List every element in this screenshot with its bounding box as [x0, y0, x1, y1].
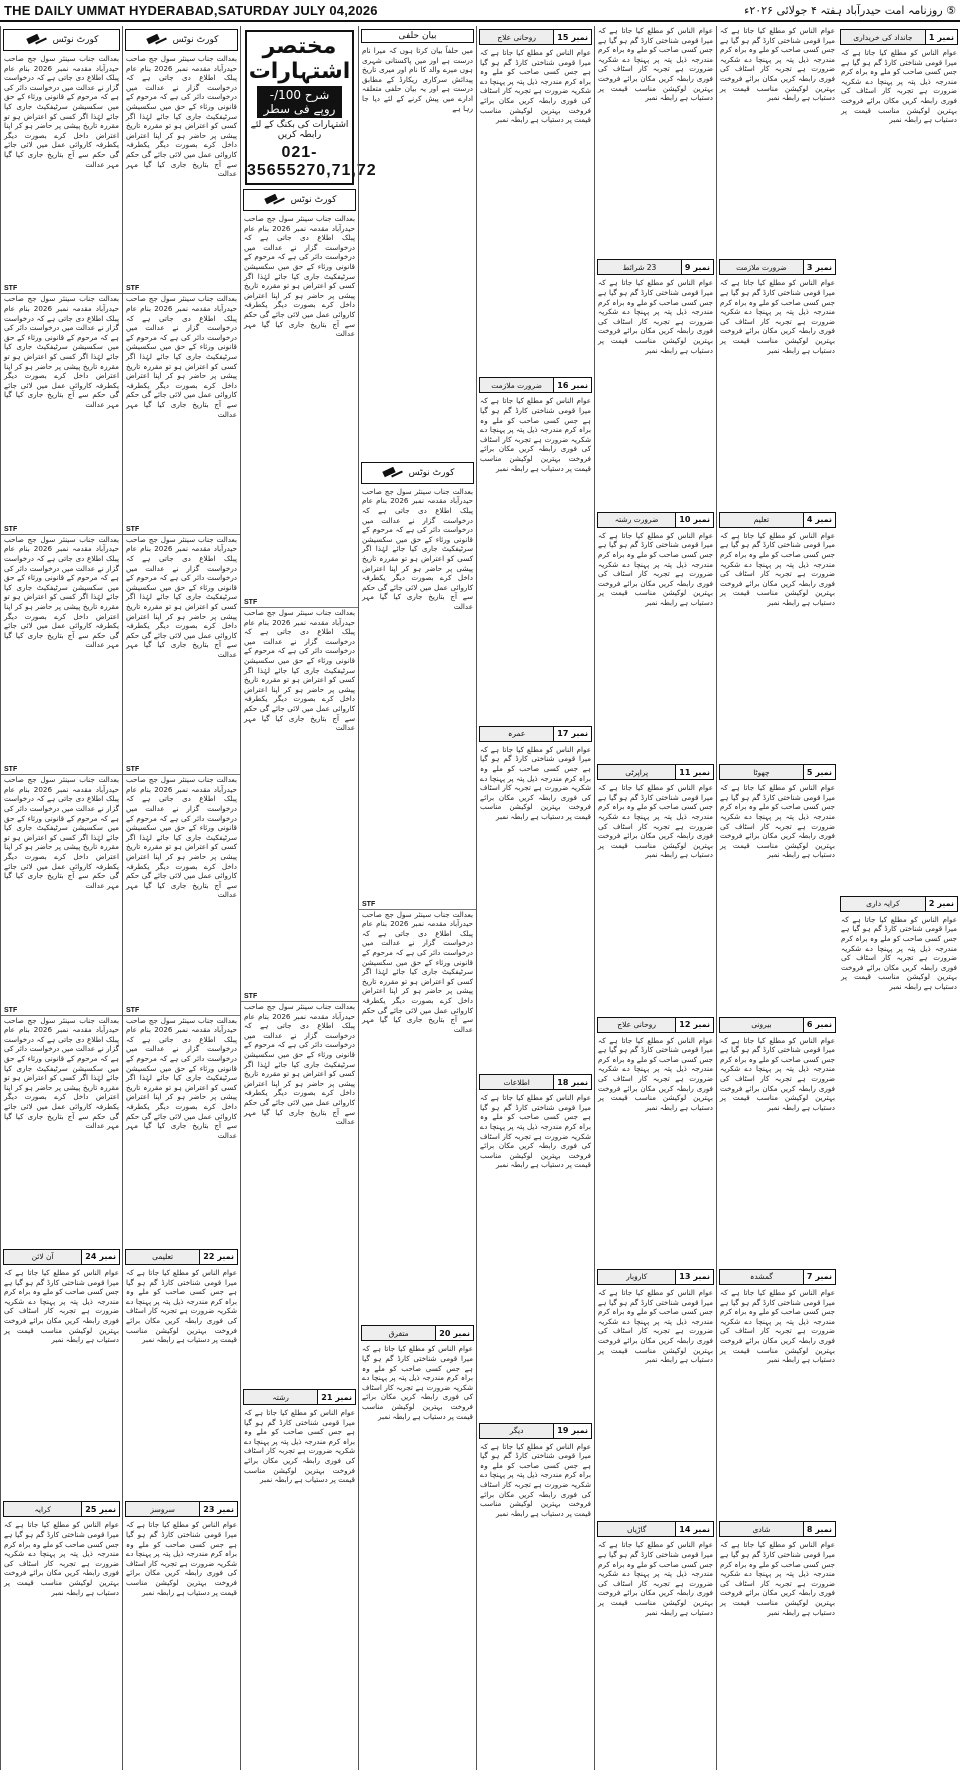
classified-ad-text: عوام الناس کو مطلع کیا جاتا ہے کہ میرا قومی شناختی کارڈ گم ہو گیا ہے جس کسی صاحب کو ملے وہ براہ کرم مندرجہ ذیل پتہ پر پہنچا دے شکریہ ضرورت ہے تجربہ کار اسٹاف کی فوری رابطہ کریں مکان برائے فروخت بہترین لوکیشن مناسب قیمت پر دستیاب ہے رابطہ نمبر	[720, 783, 835, 860]
category-number-value: 5	[806, 767, 813, 777]
classified-ad-text: عوام الناس کو مطلع کیا جاتا ہے کہ میرا قومی شناختی کارڈ گم ہو گیا ہے جس کسی صاحب کو ملے وہ براہ کرم مندرجہ ذیل پتہ پر پہنچا دے شکریہ ضرورت ہے تجربہ کار اسٹاف کی فوری رابطہ کریں مکان برائے فروخت بہترین لوکیشن مناسب قیمت پر دستیاب ہے رابطہ نمبر	[4, 1520, 119, 1597]
category-header-12	[597, 1017, 714, 1033]
category-number-value: 1	[928, 32, 935, 42]
category-number	[925, 897, 957, 911]
classified-ad-text: عوام الناس کو مطلع کیا جاتا ہے کہ میرا قومی شناختی کارڈ گم ہو گیا ہے جس کسی صاحب کو ملے وہ براہ کرم مندرجہ ذیل پتہ پر پہنچا دے شکریہ ضرورت ہے تجربہ کار اسٹاف کی فوری رابطہ کریں مکان برائے فروخت بہترین لوکیشن مناسب قیمت پر دستیاب ہے رابطہ نمبر	[4, 1267, 119, 1345]
category-header-14	[597, 1521, 714, 1537]
category-number-value: 24	[85, 1252, 97, 1262]
category-number-value: 4	[806, 515, 813, 525]
classified-ad-text: عوام الناس کو مطلع کیا جاتا ہے کہ میرا قومی شناختی کارڈ گم ہو گیا ہے جس کسی صاحب کو ملے وہ براہ کرم مندرجہ ذیل پتہ پر پہنچا دے شکریہ ضرورت ہے تجربہ کار اسٹاف کی فوری رابطہ کریں مکان برائے فروخت بہترین لوکیشن مناسب قیمت پر دستیاب ہے رابطہ نمبر	[480, 744, 591, 821]
category-number	[553, 30, 591, 44]
classified-ad-text: عوام الناس کو مطلع کیا جاتا ہے کہ میرا قومی شناختی کارڈ گم ہو گیا ہے جس کسی صاحب کو ملے وہ براہ کرم مندرجہ ذیل پتہ پر پہنچا دے شکریہ ضرورت ہے تجربہ کار اسٹاف کی فوری رابطہ کریں مکان برائے فروخت بہترین لوکیشن مناسب قیمت پر دستیاب ہے رابطہ نمبر	[480, 1093, 591, 1170]
classified-ad-text: عوام الناس کو مطلع کیا جاتا ہے کہ میرا قومی شناختی کارڈ گم ہو گیا ہے جس کسی صاحب کو ملے وہ براہ کرم مندرجہ ذیل پتہ پر پہنچا دے شکریہ ضرورت ہے تجربہ کار اسٹاف کی فوری رابطہ کریں مکان برائے فروخت بہترین لوکیشن مناسب قیمت پر دستیاب ہے رابطہ نمبر	[841, 48, 957, 125]
category-number-word: نمبر	[99, 1252, 116, 1262]
category-number	[553, 378, 591, 392]
court-notice-text: بعدالت جناب سینئر سول جج صاحب حیدرآباد مقدمہ نمبر 2026 بنام عام پبلک اطلاع دی جاتی ہے کہ درخواست گزار نے عدالت میں درخواست دائر کی ہے کہ مرحوم کے قانونی ورثاء کے حق میں سکسیشن سرٹیفکیٹ جاری کیا جائے لہٰذا اگر کسی کو اعتراض ہو تو مقررہ تاریخ پیشی پر حاضر ہو کر اپنا اعتراض داخل کرے بصورت دیگر یکطرفہ کاروائی عمل میں لائی جائے گی حکم سے آج بتاریخ جاری کیا گیا مہر عدالت	[4, 294, 119, 409]
category-header-7	[719, 1269, 836, 1285]
affidavit-heading: بیان حلفی	[361, 29, 474, 43]
classified-ad-text: عوام الناس کو مطلع کیا جاتا ہے کہ میرا قومی شناختی کارڈ گم ہو گیا ہے جس کسی صاحب کو ملے وہ براہ کرم مندرجہ ذیل پتہ پر پہنچا دے شکریہ ضرورت ہے تجربہ کار اسٹاف کی فوری رابطہ کریں مکان برائے فروخت بہترین لوکیشن مناسب قیمت پر دستیاب ہے رابطہ نمبر	[598, 278, 713, 355]
classified-ad-text: عوام الناس کو مطلع کیا جاتا ہے کہ میرا قومی شناختی کارڈ گم ہو گیا ہے جس کسی صاحب کو ملے وہ براہ کرم مندرجہ ذیل پتہ پر پہنچا دے شکریہ ضرورت ہے تجربہ کار اسٹاف کی فوری رابطہ کریں مکان برائے فروخت بہترین لوکیشن مناسب قیمت پر دستیاب ہے رابطہ نمبر	[720, 1287, 835, 1365]
category-name: گاڑیاں	[598, 1522, 675, 1536]
category-name: متفرق	[362, 1326, 435, 1340]
classified-ad-text: عوام الناس کو مطلع کیا جاتا ہے کہ میرا قومی شناختی کارڈ گم ہو گیا ہے جس کسی صاحب کو ملے وہ براہ کرم مندرجہ ذیل پتہ پر پہنچا دے شکریہ ضرورت ہے تجربہ کار اسٹاف کی فوری رابطہ کریں مکان برائے فروخت بہترین لوکیشن مناسب قیمت پر دستیاب ہے رابطہ نمبر	[598, 530, 713, 607]
court-notice-text: بعدالت جناب سینئر سول جج صاحب حیدرآباد مقدمہ نمبر 2026 بنام عام پبلک اطلاع دی جاتی ہے کہ درخواست گزار نے عدالت میں درخواست دائر کی ہے کہ مرحوم کے قانونی ورثاء کے حق میں سکسیشن سرٹیفکیٹ جاری کیا جائے لہٰذا اگر کسی کو اعتراض ہو تو مقررہ تاریخ پیشی پر حاضر ہو کر اپنا اعتراض داخل کرے بصورت دیگر یکطرفہ کاروائی عمل میں لائی جائے گی حکم سے آج بتاریخ جاری کیا گیا مہر عدالت	[4, 54, 119, 169]
category-number-value: 18	[557, 1077, 569, 1087]
category-number-word: نمبر	[571, 32, 588, 42]
category-number-word: نمبر	[217, 1504, 234, 1514]
affidavit-text: میں حلفاً بیان کرتا ہوں کہ میرا نام درست ہے اور میں پاکستانی شہری ہوں میرے والد کا نام اور میری تاریخ پیدائش سرکاری ریکارڈ کے مطابق درست ہے اور یہ بیان حلفی متعلقہ ادارے میں پیش کرنے کے لئے دیا جا رہا ہے	[362, 46, 473, 113]
category-number-value: 14	[679, 1524, 691, 1534]
category-name: اطلاعات	[480, 1075, 553, 1089]
category-number	[199, 1250, 237, 1264]
court-notice-label: کورٹ نوٹس	[290, 195, 337, 205]
category-number-value: 21	[321, 1392, 333, 1402]
category-header-13	[597, 1269, 714, 1285]
stf-marker: STF	[123, 525, 240, 535]
masthead	[0, 0, 960, 22]
category-number-value: 15	[557, 32, 569, 42]
category-number-value: 25	[85, 1504, 97, 1514]
category-header-3	[719, 259, 836, 275]
category-header-1	[840, 29, 958, 45]
category-name: بیرونی	[720, 1018, 803, 1032]
page-column-2	[122, 26, 240, 1770]
court-notice-heading	[243, 189, 356, 211]
stf-marker: STF	[123, 1006, 240, 1016]
banner-rate: شرح 100/- روپے فی سطر	[257, 86, 342, 118]
category-header-20	[361, 1325, 474, 1341]
category-number	[803, 513, 835, 527]
classified-ad-text: عوام الناس کو مطلع کیا جاتا ہے کہ میرا قومی شناختی کارڈ گم ہو گیا ہے جس کسی صاحب کو ملے وہ براہ کرم مندرجہ ذیل پتہ پر پہنچا دے شکریہ ضرورت ہے تجربہ کار اسٹاف کی فوری رابطہ کریں مکان برائے فروخت بہترین لوکیشن مناسب قیمت پر دستیاب ہے رابطہ نمبر	[720, 26, 835, 103]
court-notice-text: بعدالت جناب سینئر سول جج صاحب حیدرآباد مقدمہ نمبر 2026 بنام عام پبلک اطلاع دی جاتی ہے کہ درخواست گزار نے عدالت میں درخواست دائر کی ہے کہ مرحوم کے قانونی ورثاء کے حق میں سکسیشن سرٹیفکیٹ جاری کیا جائے لہٰذا اگر کسی کو اعتراض ہو تو مقررہ تاریخ پیشی پر حاضر ہو کر اپنا اعتراض داخل کرے بصورت دیگر یکطرفہ کاروائی عمل میں لائی جائے گی حکم سے آج بتاریخ جاری کیا گیا مہر عدالت	[244, 214, 355, 339]
classifieds-page	[0, 26, 960, 1770]
banner-booking-text: اشتہارات کی بکنگ کے لئے رابطہ کریں	[250, 120, 349, 140]
category-header-16	[479, 377, 592, 393]
category-number-value: 8	[806, 1524, 813, 1534]
category-number-value: 3	[806, 262, 813, 272]
category-number-value: 7	[806, 1272, 813, 1282]
category-number-value: 13	[679, 1272, 691, 1282]
court-notice-text: بعدالت جناب سینئر سول جج صاحب حیدرآباد مقدمہ نمبر 2026 بنام عام پبلک اطلاع دی جاتی ہے کہ درخواست گزار نے عدالت میں درخواست دائر کی ہے کہ مرحوم کے قانونی ورثاء کے حق میں سکسیشن سرٹیفکیٹ جاری کیا جائے لہٰذا اگر کسی کو اعتراض ہو تو مقررہ تاریخ پیشی پر حاضر ہو کر اپنا اعتراض داخل کرے بصورت دیگر یکطرفہ کاروائی عمل میں لائی جائے گی حکم سے آج بتاریخ جاری کیا گیا مہر عدالت	[244, 1002, 355, 1127]
stf-marker: STF	[1, 284, 122, 294]
page-column-8	[838, 26, 960, 1770]
court-notice-text: بعدالت جناب سینئر سول جج صاحب حیدرآباد مقدمہ نمبر 2026 بنام عام پبلک اطلاع دی جاتی ہے کہ درخواست گزار نے عدالت میں درخواست دائر کی ہے کہ مرحوم کے قانونی ورثاء کے حق میں سکسیشن سرٹیفکیٹ جاری کیا جائے لہٰذا اگر کسی کو اعتراض ہو تو مقررہ تاریخ پیشی پر حاضر ہو کر اپنا اعتراض داخل کرے بصورت دیگر یکطرفہ کاروائی عمل میں لائی جائے گی حکم سے آج بتاریخ جاری کیا گیا مہر عدالت	[126, 54, 237, 179]
category-header-25	[3, 1501, 120, 1517]
court-notice-text: بعدالت جناب سینئر سول جج صاحب حیدرآباد مقدمہ نمبر 2026 بنام عام پبلک اطلاع دی جاتی ہے کہ درخواست گزار نے عدالت میں درخواست دائر کی ہے کہ مرحوم کے قانونی ورثاء کے حق میں سکسیشن سرٹیفکیٹ جاری کیا جائے لہٰذا اگر کسی کو اعتراض ہو تو مقررہ تاریخ پیشی پر حاضر ہو کر اپنا اعتراض داخل کرے بصورت دیگر یکطرفہ کاروائی عمل میں لائی جائے گی حکم سے آج بتاریخ جاری کیا گیا مہر عدالت	[126, 1015, 237, 1140]
category-number	[553, 1075, 591, 1089]
court-notice-text: بعدالت جناب سینئر سول جج صاحب حیدرآباد مقدمہ نمبر 2026 بنام عام پبلک اطلاع دی جاتی ہے کہ درخواست گزار نے عدالت میں درخواست دائر کی ہے کہ مرحوم کے قانونی ورثاء کے حق میں سکسیشن سرٹیفکیٹ جاری کیا جائے لہٰذا اگر کسی کو اعتراض ہو تو مقررہ تاریخ پیشی پر حاضر ہو کر اپنا اعتراض داخل کرے بصورت دیگر یکطرفہ کاروائی عمل میں لائی جائے گی حکم سے آج بتاریخ جاری کیا گیا مہر عدالت	[126, 534, 237, 659]
category-name: کاروبار	[598, 1270, 675, 1284]
classified-ad-text: عوام الناس کو مطلع کیا جاتا ہے کہ میرا قومی شناختی کارڈ گم ہو گیا ہے جس کسی صاحب کو ملے وہ براہ کرم مندرجہ ذیل پتہ پر پہنچا دے شکریہ ضرورت ہے تجربہ کار اسٹاف کی فوری رابطہ کریں مکان برائے فروخت بہترین لوکیشن مناسب قیمت پر دستیاب ہے رابطہ نمبر	[598, 1287, 713, 1365]
category-name: کرایہ داری	[841, 897, 925, 911]
court-notice-text: بعدالت جناب سینئر سول جج صاحب حیدرآباد مقدمہ نمبر 2026 بنام عام پبلک اطلاع دی جاتی ہے کہ درخواست گزار نے عدالت میں درخواست دائر کی ہے کہ مرحوم کے قانونی ورثاء کے حق میں سکسیشن سرٹیفکیٹ جاری کیا جائے لہٰذا اگر کسی کو اعتراض ہو تو مقررہ تاریخ پیشی پر حاضر ہو کر اپنا اعتراض داخل کرے بصورت دیگر یکطرفہ کاروائی عمل میں لائی جائے گی حکم سے آج بتاریخ جاری کیا گیا مہر عدالت	[4, 1015, 119, 1131]
category-number-word: نمبر	[693, 1272, 710, 1282]
category-header-9	[597, 259, 714, 275]
category-number-value: 9	[684, 262, 691, 272]
court-notice-heading	[361, 462, 474, 484]
court-notice-label: کورٹ نوٹس	[52, 35, 99, 45]
category-number	[675, 513, 713, 527]
classified-ad-text: عوام الناس کو مطلع کیا جاتا ہے کہ میرا قومی شناختی کارڈ گم ہو گیا ہے جس کسی صاحب کو ملے وہ براہ کرم مندرجہ ذیل پتہ پر پہنچا دے شکریہ ضرورت ہے تجربہ کار اسٹاف کی فوری رابطہ کریں مکان برائے فروخت بہترین لوکیشن مناسب قیمت پر دستیاب ہے رابطہ نمبر	[720, 278, 835, 355]
court-notice-text: بعدالت جناب سینئر سول جج صاحب حیدرآباد مقدمہ نمبر 2026 بنام عام پبلک اطلاع دی جاتی ہے کہ درخواست گزار نے عدالت میں درخواست دائر کی ہے کہ مرحوم کے قانونی ورثاء کے حق میں سکسیشن سرٹیفکیٹ جاری کیا جائے لہٰذا اگر کسی کو اعتراض ہو تو مقررہ تاریخ پیشی پر حاضر ہو کر اپنا اعتراض داخل کرے بصورت دیگر یکطرفہ کاروائی عمل میں لائی جائے گی حکم سے آج بتاریخ جاری کیا گیا مہر عدالت	[126, 294, 237, 419]
banner-phone: 021-35655270,71,72	[247, 144, 377, 179]
category-number-word: نمبر	[217, 1252, 234, 1262]
category-number-word: نمبر	[571, 729, 588, 739]
category-header-2	[840, 896, 958, 912]
category-name: روحانی علاج	[480, 30, 553, 44]
category-name: ضرورت رشتہ	[598, 513, 675, 527]
category-number-value: 2	[928, 899, 935, 909]
category-header-22	[125, 1249, 238, 1265]
court-notice-text: بعدالت جناب سینئر سول جج صاحب حیدرآباد مقدمہ نمبر 2026 بنام عام پبلک اطلاع دی جاتی ہے کہ درخواست گزار نے عدالت میں درخواست دائر کی ہے کہ مرحوم کے قانونی ورثاء کے حق میں سکسیشن سرٹیفکیٹ جاری کیا جائے لہٰذا اگر کسی کو اعتراض ہو تو مقررہ تاریخ پیشی پر حاضر ہو کر اپنا اعتراض داخل کرے بصورت دیگر یکطرفہ کاروائی عمل میں لائی جائے گی حکم سے آج بتاریخ جاری کیا گیا مہر عدالت	[362, 909, 473, 1034]
category-number-word: نمبر	[815, 515, 832, 525]
category-number	[803, 1522, 835, 1536]
category-name: جانداد کی خریداری	[841, 30, 925, 44]
court-notice-heading	[3, 29, 120, 51]
stf-marker: STF	[241, 598, 358, 608]
category-number-word: نمبر	[571, 1426, 588, 1436]
category-number	[81, 1250, 119, 1264]
category-number	[803, 1270, 835, 1284]
category-header-8	[719, 1521, 836, 1537]
category-number	[925, 30, 957, 44]
category-name: ضرورت ملازمت	[720, 260, 803, 274]
category-name: گمشدہ	[720, 1270, 803, 1284]
category-number	[675, 1018, 713, 1032]
classified-ad-text: عوام الناس کو مطلع کیا جاتا ہے کہ میرا قومی شناختی کارڈ گم ہو گیا ہے جس کسی صاحب کو ملے وہ براہ کرم مندرجہ ذیل پتہ پر پہنچا دے شکریہ ضرورت ہے تجربہ کار اسٹاف کی فوری رابطہ کریں مکان برائے فروخت بہترین لوکیشن مناسب قیمت پر دستیاب ہے رابطہ نمبر	[598, 783, 713, 860]
category-number-value: 20	[439, 1328, 451, 1338]
category-number	[803, 260, 835, 274]
category-number-word: نمبر	[815, 767, 832, 777]
category-name: روحانی علاج	[598, 1018, 675, 1032]
banner-title: مختصر اشتہارات	[248, 34, 351, 84]
gavel-icon	[263, 194, 285, 206]
page-column-1	[0, 26, 122, 1770]
category-header-11	[597, 764, 714, 780]
classified-ad-text: عوام الناس کو مطلع کیا جاتا ہے کہ میرا قومی شناختی کارڈ گم ہو گیا ہے جس کسی صاحب کو ملے وہ براہ کرم مندرجہ ذیل پتہ پر پہنچا دے شکریہ ضرورت ہے تجربہ کار اسٹاف کی فوری رابطہ کریں مکان برائے فروخت بہترین لوکیشن مناسب قیمت پر دستیاب ہے رابطہ نمبر	[126, 1520, 237, 1597]
category-number	[199, 1502, 237, 1516]
category-header-19	[479, 1423, 592, 1439]
category-number-word: نمبر	[693, 515, 710, 525]
category-number-word: نمبر	[571, 1077, 588, 1087]
category-number-word: نمبر	[815, 262, 832, 272]
category-number	[675, 1522, 713, 1536]
stf-marker: STF	[359, 900, 476, 910]
category-number-value: 11	[679, 767, 691, 777]
category-number-value: 6	[806, 1020, 813, 1030]
category-name: سروسز	[126, 1502, 199, 1516]
category-number-word: نمبر	[99, 1504, 116, 1514]
classified-ad-text: عوام الناس کو مطلع کیا جاتا ہے کہ میرا قومی شناختی کارڈ گم ہو گیا ہے جس کسی صاحب کو ملے وہ براہ کرم مندرجہ ذیل پتہ پر پہنچا دے شکریہ ضرورت ہے تجربہ کار اسٹاف کی فوری رابطہ کریں مکان برائے فروخت بہترین لوکیشن مناسب قیمت پر دستیاب ہے رابطہ نمبر	[720, 1540, 835, 1617]
category-number-word: نمبر	[815, 1272, 832, 1282]
masthead-english-title: THE DAILY UMMAT HYDERABAD,SATURDAY JULY 04,2026	[4, 2, 378, 18]
category-number-word: نمبر	[693, 767, 710, 777]
category-number-word: نمبر	[335, 1392, 352, 1402]
category-number	[803, 765, 835, 779]
page-column-7	[716, 26, 838, 1770]
category-header-23	[125, 1501, 238, 1517]
category-name: دیگر	[480, 1424, 553, 1438]
category-number-value: 10	[679, 515, 691, 525]
court-notice-label: کورٹ نوٹس	[408, 467, 455, 478]
category-header-10	[597, 512, 714, 528]
category-number	[681, 260, 713, 274]
category-number	[317, 1390, 355, 1404]
court-notice-text: بعدالت جناب سینئر سول جج صاحب حیدرآباد مقدمہ نمبر 2026 بنام عام پبلک اطلاع دی جاتی ہے کہ درخواست گزار نے عدالت میں درخواست دائر کی ہے کہ مرحوم کے قانونی ورثاء کے حق میں سکسیشن سرٹیفکیٹ جاری کیا جائے لہٰذا اگر کسی کو اعتراض ہو تو مقررہ تاریخ پیشی پر حاضر ہو کر اپنا اعتراض داخل کرے بصورت دیگر یکطرفہ کاروائی عمل میں لائی جائے گی حکم سے آج بتاریخ جاری کیا گیا مہر عدالت	[4, 775, 119, 890]
category-name: چھوٹا	[720, 765, 803, 779]
category-name: شادی	[720, 1522, 803, 1536]
category-name: عمرہ	[480, 727, 553, 741]
stf-marker: STF	[1, 525, 122, 535]
category-number	[435, 1326, 473, 1340]
category-number-value: 12	[679, 1020, 691, 1030]
category-number	[675, 1270, 713, 1284]
stf-marker: STF	[1, 765, 122, 775]
court-notice-text: بعدالت جناب سینئر سول جج صاحب حیدرآباد مقدمہ نمبر 2026 بنام عام پبلک اطلاع دی جاتی ہے کہ درخواست گزار نے عدالت میں درخواست دائر کی ہے کہ مرحوم کے قانونی ورثاء کے حق میں سکسیشن سرٹیفکیٹ جاری کیا جائے لہٰذا اگر کسی کو اعتراض ہو تو مقررہ تاریخ پیشی پر حاضر ہو کر اپنا اعتراض داخل کرے بصورت دیگر یکطرفہ کاروائی عمل میں لائی جائے گی حکم سے آج بتاریخ جاری کیا گیا مہر عدالت	[362, 486, 473, 611]
classified-ad-text: عوام الناس کو مطلع کیا جاتا ہے کہ میرا قومی شناختی کارڈ گم ہو گیا ہے جس کسی صاحب کو ملے وہ براہ کرم مندرجہ ذیل پتہ پر پہنچا دے شکریہ ضرورت ہے تجربہ کار اسٹاف کی فوری رابطہ کریں مکان برائے فروخت بہترین لوکیشن مناسب قیمت پر دستیاب ہے رابطہ نمبر	[480, 396, 591, 473]
category-name: پراپرٹی	[598, 765, 675, 779]
category-header-24	[3, 1249, 120, 1265]
category-number-word: نمبر	[937, 32, 954, 42]
classified-ad-text: عوام الناس کو مطلع کیا جاتا ہے کہ میرا قومی شناختی کارڈ گم ہو گیا ہے جس کسی صاحب کو ملے وہ براہ کرم مندرجہ ذیل پتہ پر پہنچا دے شکریہ ضرورت ہے تجربہ کار اسٹاف کی فوری رابطہ کریں مکان برائے فروخت بہترین لوکیشن مناسب قیمت پر دستیاب ہے رابطہ نمبر	[720, 1035, 835, 1112]
gavel-icon	[25, 34, 47, 46]
category-header-6	[719, 1017, 836, 1033]
category-name: کرایہ	[4, 1502, 81, 1516]
category-number-word: نمبر	[693, 1524, 710, 1534]
classified-ad-text: عوام الناس کو مطلع کیا جاتا ہے کہ میرا قومی شناختی کارڈ گم ہو گیا ہے جس کسی صاحب کو ملے وہ براہ کرم مندرجہ ذیل پتہ پر پہنچا دے شکریہ ضرورت ہے تجربہ کار اسٹاف کی فوری رابطہ کریں مکان برائے فروخت بہترین لوکیشن مناسب قیمت پر دستیاب ہے رابطہ نمبر	[720, 530, 835, 607]
gavel-icon	[145, 34, 167, 46]
category-name: تعلیمی	[126, 1250, 199, 1264]
classified-rates-banner	[245, 30, 377, 185]
classified-ad-text: عوام الناس کو مطلع کیا جاتا ہے کہ میرا قومی شناختی کارڈ گم ہو گیا ہے جس کسی صاحب کو ملے وہ براہ کرم مندرجہ ذیل پتہ پر پہنچا دے شکریہ ضرورت ہے تجربہ کار اسٹاف کی فوری رابطہ کریں مکان برائے فروخت بہترین لوکیشن مناسب قیمت پر دستیاب ہے رابطہ نمبر	[841, 914, 957, 991]
stf-marker: STF	[241, 992, 358, 1002]
classified-ad-text: عوام الناس کو مطلع کیا جاتا ہے کہ میرا قومی شناختی کارڈ گم ہو گیا ہے جس کسی صاحب کو ملے وہ براہ کرم مندرجہ ذیل پتہ پر پہنچا دے شکریہ ضرورت ہے تجربہ کار اسٹاف کی فوری رابطہ کریں مکان برائے فروخت بہترین لوکیشن مناسب قیمت پر دستیاب ہے رابطہ نمبر	[244, 1408, 355, 1485]
court-notice-heading	[125, 29, 238, 51]
category-number-word: نمبر	[937, 899, 954, 909]
court-notice-text: بعدالت جناب سینئر سول جج صاحب حیدرآباد مقدمہ نمبر 2026 بنام عام پبلک اطلاع دی جاتی ہے کہ درخواست گزار نے عدالت میں درخواست دائر کی ہے کہ مرحوم کے قانونی ورثاء کے حق میں سکسیشن سرٹیفکیٹ جاری کیا جائے لہٰذا اگر کسی کو اعتراض ہو تو مقررہ تاریخ پیشی پر حاضر ہو کر اپنا اعتراض داخل کرے بصورت دیگر یکطرفہ کاروائی عمل میں لائی جائے گی حکم سے آج بتاریخ جاری کیا گیا مہر عدالت	[126, 775, 237, 900]
category-number-value: 22	[203, 1252, 215, 1262]
category-header-4	[719, 512, 836, 528]
category-name: 23 شرائط	[598, 260, 681, 274]
category-name: رشتہ	[244, 1390, 317, 1404]
masthead-urdu-title: ⑤ روزنامہ امت حیدرآباد ہفتہ ۴ جولائی ۲۰۲۶ء	[744, 3, 956, 17]
category-number-value: 19	[557, 1426, 569, 1436]
category-number-word: نمبر	[571, 380, 588, 390]
category-number	[553, 727, 591, 741]
classified-ad-text: عوام الناس کو مطلع کیا جاتا ہے کہ میرا قومی شناختی کارڈ گم ہو گیا ہے جس کسی صاحب کو ملے وہ براہ کرم مندرجہ ذیل پتہ پر پہنچا دے شکریہ ضرورت ہے تجربہ کار اسٹاف کی فوری رابطہ کریں مکان برائے فروخت بہترین لوکیشن مناسب قیمت پر دستیاب ہے رابطہ نمبر	[598, 1540, 713, 1617]
classified-ad-text: عوام الناس کو مطلع کیا جاتا ہے کہ میرا قومی شناختی کارڈ گم ہو گیا ہے جس کسی صاحب کو ملے وہ براہ کرم مندرجہ ذیل پتہ پر پہنچا دے شکریہ ضرورت ہے تجربہ کار اسٹاف کی فوری رابطہ کریں مکان برائے فروخت بہترین لوکیشن مناسب قیمت پر دستیاب ہے رابطہ نمبر	[126, 1267, 237, 1345]
stf-marker: STF	[123, 765, 240, 775]
category-header-17	[479, 726, 592, 742]
category-header-15	[479, 29, 592, 45]
stf-marker: STF	[123, 284, 240, 294]
stf-marker: STF	[1, 1006, 122, 1016]
category-name: آن لائن	[4, 1250, 81, 1264]
category-number-word: نمبر	[693, 262, 710, 272]
page-column-4	[358, 26, 476, 1770]
classified-ad-text: عوام الناس کو مطلع کیا جاتا ہے کہ میرا قومی شناختی کارڈ گم ہو گیا ہے جس کسی صاحب کو ملے وہ براہ کرم مندرجہ ذیل پتہ پر پہنچا دے شکریہ ضرورت ہے تجربہ کار اسٹاف کی فوری رابطہ کریں مکان برائے فروخت بہترین لوکیشن مناسب قیمت پر دستیاب ہے رابطہ نمبر	[362, 1344, 473, 1421]
category-number	[553, 1424, 591, 1438]
category-header-5	[719, 764, 836, 780]
page-column-6	[594, 26, 716, 1770]
category-name: تعلیم	[720, 513, 803, 527]
category-name: ضرورت ملازمت	[480, 378, 553, 392]
page-column-3	[240, 26, 377, 1770]
page-column-5	[476, 26, 594, 1770]
classified-ad-text: عوام الناس کو مطلع کیا جاتا ہے کہ میرا قومی شناختی کارڈ گم ہو گیا ہے جس کسی صاحب کو ملے وہ براہ کرم مندرجہ ذیل پتہ پر پہنچا دے شکریہ ضرورت ہے تجربہ کار اسٹاف کی فوری رابطہ کریں مکان برائے فروخت بہترین لوکیشن مناسب قیمت پر دستیاب ہے رابطہ نمبر	[480, 1441, 591, 1518]
category-number-value: 16	[557, 380, 569, 390]
category-number-word: نمبر	[693, 1020, 710, 1030]
category-number	[81, 1502, 119, 1516]
category-number-value: 17	[557, 729, 569, 739]
classified-ad-text: عوام الناس کو مطلع کیا جاتا ہے کہ میرا قومی شناختی کارڈ گم ہو گیا ہے جس کسی صاحب کو ملے وہ براہ کرم مندرجہ ذیل پتہ پر پہنچا دے شکریہ ضرورت ہے تجربہ کار اسٹاف کی فوری رابطہ کریں مکان برائے فروخت بہترین لوکیشن مناسب قیمت پر دستیاب ہے رابطہ نمبر	[598, 1035, 713, 1112]
category-number-word: نمبر	[453, 1328, 470, 1338]
category-number	[675, 765, 713, 779]
classified-ad-text: عوام الناس کو مطلع کیا جاتا ہے کہ میرا قومی شناختی کارڈ گم ہو گیا ہے جس کسی صاحب کو ملے وہ براہ کرم مندرجہ ذیل پتہ پر پہنچا دے شکریہ ضرورت ہے تجربہ کار اسٹاف کی فوری رابطہ کریں مکان برائے فروخت بہترین لوکیشن مناسب قیمت پر دستیاب ہے رابطہ نمبر	[598, 26, 713, 103]
category-number-word: نمبر	[815, 1524, 832, 1534]
court-notice-text: بعدالت جناب سینئر سول جج صاحب حیدرآباد مقدمہ نمبر 2026 بنام عام پبلک اطلاع دی جاتی ہے کہ درخواست گزار نے عدالت میں درخواست دائر کی ہے کہ مرحوم کے قانونی ورثاء کے حق میں سکسیشن سرٹیفکیٹ جاری کیا جائے لہٰذا اگر کسی کو اعتراض ہو تو مقررہ تاریخ پیشی پر حاضر ہو کر اپنا اعتراض داخل کرے بصورت دیگر یکطرفہ کاروائی عمل میں لائی جائے گی حکم سے آج بتاریخ جاری کیا گیا مہر عدالت	[244, 608, 355, 733]
category-header-18	[479, 1074, 592, 1090]
category-number	[803, 1018, 835, 1032]
court-notice-text: بعدالت جناب سینئر سول جج صاحب حیدرآباد مقدمہ نمبر 2026 بنام عام پبلک اطلاع دی جاتی ہے کہ درخواست گزار نے عدالت میں درخواست دائر کی ہے کہ مرحوم کے قانونی ورثاء کے حق میں سکسیشن سرٹیفکیٹ جاری کیا جائے لہٰذا اگر کسی کو اعتراض ہو تو مقررہ تاریخ پیشی پر حاضر ہو کر اپنا اعتراض داخل کرے بصورت دیگر یکطرفہ کاروائی عمل میں لائی جائے گی حکم سے آج بتاریخ جاری کیا گیا مہر عدالت	[4, 534, 119, 650]
gavel-icon	[381, 467, 403, 479]
category-number-word: نمبر	[815, 1020, 832, 1030]
category-number-value: 23	[203, 1504, 215, 1514]
category-header-21	[243, 1389, 356, 1405]
classified-ad-text: عوام الناس کو مطلع کیا جاتا ہے کہ میرا قومی شناختی کارڈ گم ہو گیا ہے جس کسی صاحب کو ملے وہ براہ کرم مندرجہ ذیل پتہ پر پہنچا دے شکریہ ضرورت ہے تجربہ کار اسٹاف کی فوری رابطہ کریں مکان برائے فروخت بہترین لوکیشن مناسب قیمت پر دستیاب ہے رابطہ نمبر	[480, 48, 591, 125]
court-notice-label: کورٹ نوٹس	[172, 35, 219, 45]
